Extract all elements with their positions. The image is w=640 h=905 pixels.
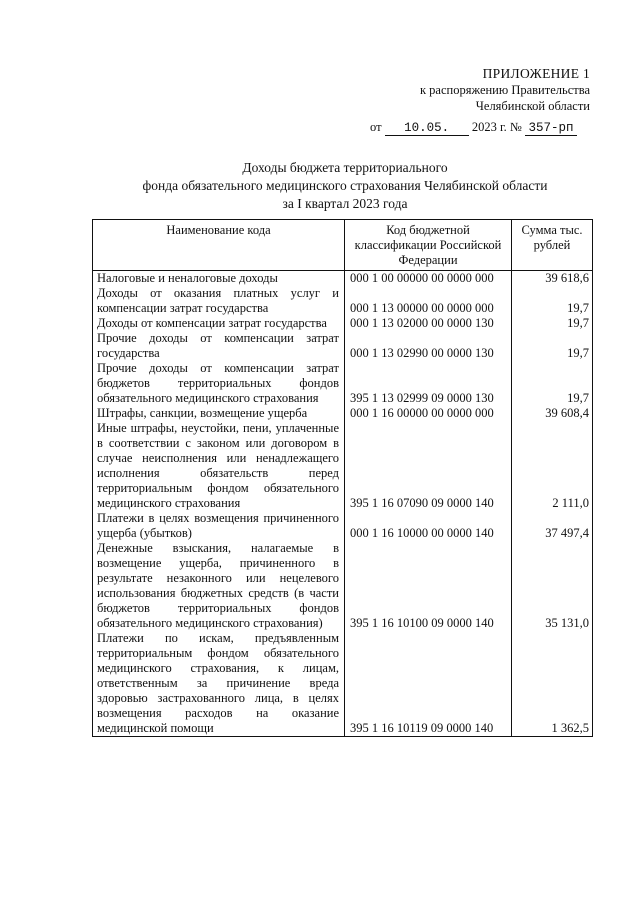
row-code: 395 1 16 10119 09 0000 140 (345, 631, 512, 737)
row-sum: 39 618,6 (512, 271, 593, 287)
table-row (93, 271, 593, 287)
row-name: Налоговые и неналоговые доходы (93, 271, 345, 287)
table-header-row (93, 220, 593, 271)
row-code: 000 1 13 02990 00 0000 130 (345, 331, 512, 361)
decree-number: 357-рп (525, 121, 577, 136)
row-sum: 19,7 (512, 316, 593, 331)
table-row (93, 361, 593, 406)
table-row (93, 421, 593, 511)
row-sum: 19,7 (512, 331, 593, 361)
table-row (93, 631, 593, 737)
row-sum: 19,7 (512, 286, 593, 316)
row-name: Платежи по искам, предъявленным территориальным фондом обязательного медицинского страхования, к лицам, ответственным за причинение вреда здоровью застрахованного лица, в целях возмещения расходов на оказание медицинской помощи (93, 631, 345, 737)
table-row (93, 286, 593, 316)
table-row (93, 511, 593, 541)
row-name: Штрафы, санкции, возмещение ущерба (93, 406, 345, 421)
revenue-table (92, 219, 593, 737)
row-code: 000 1 13 00000 00 0000 000 (345, 286, 512, 316)
row-name: Иные штрафы, неустойки, пени, уплаченные в соответствии с законом или договором в случае неисполнения или ненадлежащего исполнения обязательств перед территориальным фондом обязательного медицинского страхования (93, 421, 345, 511)
from-label: от (370, 120, 382, 134)
document-heading (80, 159, 610, 213)
header-code: Код бюджетной классификации Российской Федерации (345, 220, 512, 271)
table-row (93, 316, 593, 331)
row-name: Прочие доходы от компенсации затрат государства (93, 331, 345, 361)
row-code: 395 1 13 02999 09 0000 130 (345, 361, 512, 406)
row-sum: 1 362,5 (512, 631, 593, 737)
row-code: 000 1 00 00000 00 0000 000 (345, 271, 512, 287)
table-row (93, 406, 593, 421)
header-name: Наименование кода (93, 220, 345, 271)
row-sum: 37 497,4 (512, 511, 593, 541)
row-code: 000 1 16 00000 00 0000 000 (345, 406, 512, 421)
row-name: Прочие доходы от компенсации затрат бюджетов территориальных фондов обязательного медицинского страхования (93, 361, 345, 406)
row-code: 395 1 16 10100 09 0000 140 (345, 541, 512, 631)
row-sum: 39 608,4 (512, 406, 593, 421)
row-sum: 35 131,0 (512, 541, 593, 631)
appendix-block (360, 66, 590, 114)
row-sum: 2 111,0 (512, 421, 593, 511)
year-label: 2023 г. № (471, 120, 522, 134)
row-name: Денежные взыскания, налагаемые в возмещение ущерба, причиненного в результате незаконного или нецелевого использования бюджетных средств (в части бюджетов территориальных фондов обязательного медицинского страхования) (93, 541, 345, 631)
row-code: 000 1 13 02000 00 0000 130 (345, 316, 512, 331)
table-row (93, 541, 593, 631)
appendix-line-1: к распоряжению Правительства (419, 83, 590, 97)
row-name: Доходы от компенсации затрат государства (93, 316, 345, 331)
row-name: Платежи в целях возмещения причиненного ущерба (убытков) (93, 511, 345, 541)
row-code: 395 1 16 07090 09 0000 140 (345, 421, 512, 511)
decree-date: 10.05. (385, 121, 469, 136)
appendix-title: ПРИЛОЖЕНИЕ 1 (482, 66, 590, 81)
row-sum: 19,7 (512, 361, 593, 406)
row-name: Доходы от оказания платных услуг и компенсации затрат государства (93, 286, 345, 316)
row-code: 000 1 16 10000 00 0000 140 (345, 511, 512, 541)
header-sum: Сумма тыс. рублей (512, 220, 593, 271)
decree-date-line (370, 120, 594, 136)
table-row (93, 331, 593, 361)
appendix-line-2: Челябинской области (475, 99, 590, 113)
heading-line-2: фонда обязательного медицинского страхования Челябинской области (142, 178, 548, 193)
heading-line-1: Доходы бюджета территориального (242, 160, 448, 175)
heading-line-3: за I квартал 2023 года (282, 196, 408, 211)
